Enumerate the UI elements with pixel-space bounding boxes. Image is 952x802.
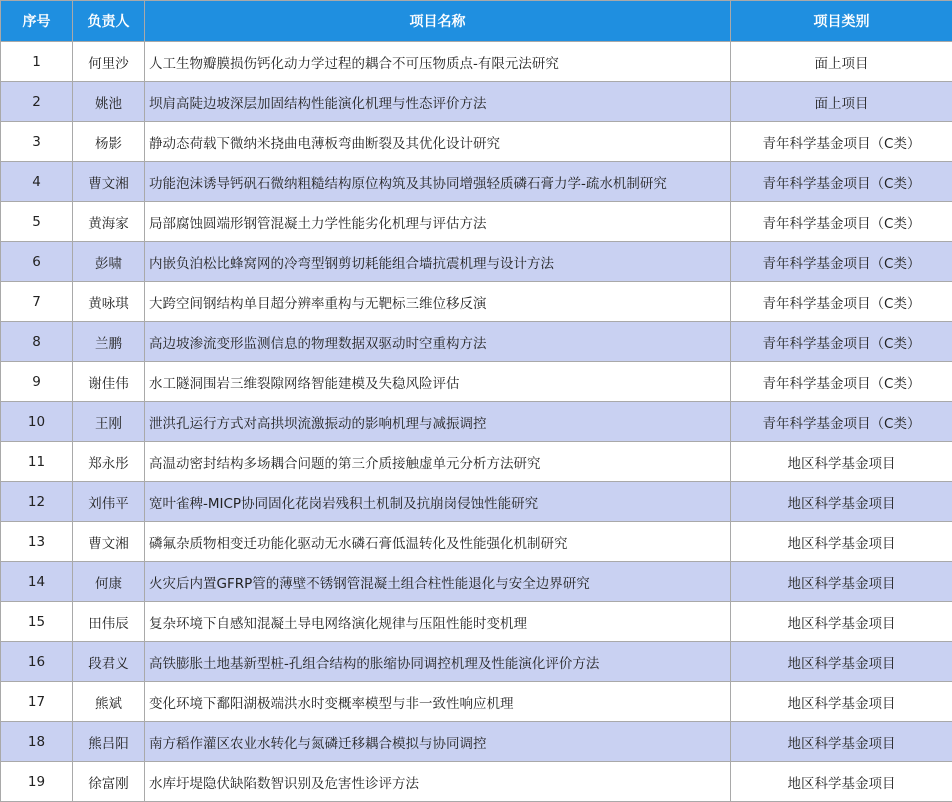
row-title: 水工隧洞围岩三维裂隙网络智能建模及失稳风险评估 (145, 362, 731, 402)
table-row (1, 402, 952, 442)
table-row (1, 682, 952, 722)
row-type: 青年科学基金项目（C类） (731, 362, 952, 402)
row-number: 2 (1, 82, 73, 122)
row-type: 地区科学基金项目 (731, 482, 952, 522)
row-number: 6 (1, 242, 73, 282)
row-type: 面上项目 (731, 82, 952, 122)
table-row (1, 122, 952, 162)
row-number: 13 (1, 522, 73, 562)
table-row (1, 322, 952, 362)
table-row (1, 482, 952, 522)
row-type: 青年科学基金项目（C类） (731, 202, 952, 242)
row-number: 4 (1, 162, 73, 202)
row-number: 5 (1, 202, 73, 242)
row-type: 青年科学基金项目（C类） (731, 242, 952, 282)
row-number: 12 (1, 482, 73, 522)
row-number: 7 (1, 282, 73, 322)
table-row (1, 242, 952, 282)
row-title: 复杂环境下自感知混凝土导电网络演化规律与压阻性能时变机理 (145, 602, 731, 642)
row-number: 9 (1, 362, 73, 402)
row-type: 面上项目 (731, 42, 952, 82)
row-title: 南方稻作灌区农业水转化与氮磷迁移耦合模拟与协同调控 (145, 722, 731, 762)
row-person: 刘伟平 (73, 482, 145, 522)
row-title: 高温动密封结构多场耦合问题的第三介质接触虚单元分析方法研究 (145, 442, 731, 482)
row-type: 青年科学基金项目（C类） (731, 322, 952, 362)
row-person: 何里沙 (73, 42, 145, 82)
row-title: 高边坡渗流变形监测信息的物理数据双驱动时空重构方法 (145, 322, 731, 362)
row-person: 郑永彤 (73, 442, 145, 482)
row-title: 水库圩堤隐伏缺陷数智识别及危害性诊评方法 (145, 762, 731, 802)
row-person: 熊吕阳 (73, 722, 145, 762)
row-person: 熊斌 (73, 682, 145, 722)
header-num: 序号 (1, 1, 73, 42)
row-person: 曹文湘 (73, 522, 145, 562)
row-person: 谢佳伟 (73, 362, 145, 402)
table-row (1, 82, 952, 122)
row-type: 地区科学基金项目 (731, 562, 952, 602)
table-row (1, 42, 952, 82)
row-type: 青年科学基金项目（C类） (731, 122, 952, 162)
table-row (1, 722, 952, 762)
table-row (1, 202, 952, 242)
row-title: 泄洪孔运行方式对高拱坝流激振动的影响机理与减振调控 (145, 402, 731, 442)
row-title: 变化环境下鄱阳湖极端洪水时变概率模型与非一致性响应机理 (145, 682, 731, 722)
row-number: 16 (1, 642, 73, 682)
row-number: 15 (1, 602, 73, 642)
header-person: 负责人 (73, 1, 145, 42)
header-row (1, 1, 952, 42)
row-type: 地区科学基金项目 (731, 442, 952, 482)
row-person: 段君义 (73, 642, 145, 682)
table-row (1, 602, 952, 642)
row-title: 大跨空间钢结构单目超分辨率重构与无靶标三维位移反演 (145, 282, 731, 322)
row-number: 8 (1, 322, 73, 362)
row-person: 徐富刚 (73, 762, 145, 802)
table-row (1, 362, 952, 402)
row-title: 静动态荷载下微纳米挠曲电薄板弯曲断裂及其优化设计研究 (145, 122, 731, 162)
table-row (1, 642, 952, 682)
row-title: 火灾后内置GFRP管的薄壁不锈钢管混凝土组合柱性能退化与安全边界研究 (145, 562, 731, 602)
header-title: 项目名称 (145, 1, 731, 42)
table-body (1, 42, 952, 802)
row-number: 17 (1, 682, 73, 722)
row-title: 磷氟杂质物相变迁功能化驱动无水磷石膏低温转化及性能强化机制研究 (145, 522, 731, 562)
row-person: 王刚 (73, 402, 145, 442)
row-type: 青年科学基金项目（C类） (731, 402, 952, 442)
table-row (1, 562, 952, 602)
row-person: 彭啸 (73, 242, 145, 282)
row-type: 地区科学基金项目 (731, 762, 952, 802)
table-row (1, 762, 952, 802)
row-person: 黄海家 (73, 202, 145, 242)
row-type: 青年科学基金项目（C类） (731, 162, 952, 202)
row-type: 地区科学基金项目 (731, 682, 952, 722)
header-type: 项目类别 (731, 1, 952, 42)
row-title: 功能泡沫诱导钙矾石微纳粗糙结构原位构筑及其协同增强轻质磷石膏力学-疏水机制研究 (145, 162, 731, 202)
table-row (1, 162, 952, 202)
table-row (1, 442, 952, 482)
row-person: 兰鹏 (73, 322, 145, 362)
row-number: 1 (1, 42, 73, 82)
row-title: 坝肩高陡边坡深层加固结构性能演化机理与性态评价方法 (145, 82, 731, 122)
row-number: 3 (1, 122, 73, 162)
row-number: 14 (1, 562, 73, 602)
row-type: 青年科学基金项目（C类） (731, 282, 952, 322)
row-title: 内嵌负泊松比蜂窝网的冷弯型钢剪切耗能组合墙抗震机理与设计方法 (145, 242, 731, 282)
row-type: 地区科学基金项目 (731, 602, 952, 642)
row-person: 黄咏琪 (73, 282, 145, 322)
row-number: 18 (1, 722, 73, 762)
row-number: 10 (1, 402, 73, 442)
row-number: 19 (1, 762, 73, 802)
row-type: 地区科学基金项目 (731, 722, 952, 762)
row-person: 姚池 (73, 82, 145, 122)
row-person: 杨影 (73, 122, 145, 162)
row-type: 地区科学基金项目 (731, 522, 952, 562)
row-title: 宽叶雀稗-MICP协同固化花岗岩残积土机制及抗崩岗侵蚀性能研究 (145, 482, 731, 522)
row-type: 地区科学基金项目 (731, 642, 952, 682)
table-row (1, 522, 952, 562)
row-person: 曹文湘 (73, 162, 145, 202)
row-person: 田伟辰 (73, 602, 145, 642)
row-title: 人工生物瓣膜损伤钙化动力学过程的耦合不可压物质点-有限元法研究 (145, 42, 731, 82)
row-person: 何康 (73, 562, 145, 602)
row-title: 局部腐蚀圆端形钢管混凝土力学性能劣化机理与评估方法 (145, 202, 731, 242)
table-row (1, 282, 952, 322)
row-title: 高铁膨胀土地基新型桩-孔组合结构的胀缩协同调控机理及性能演化评价方法 (145, 642, 731, 682)
row-number: 11 (1, 442, 73, 482)
